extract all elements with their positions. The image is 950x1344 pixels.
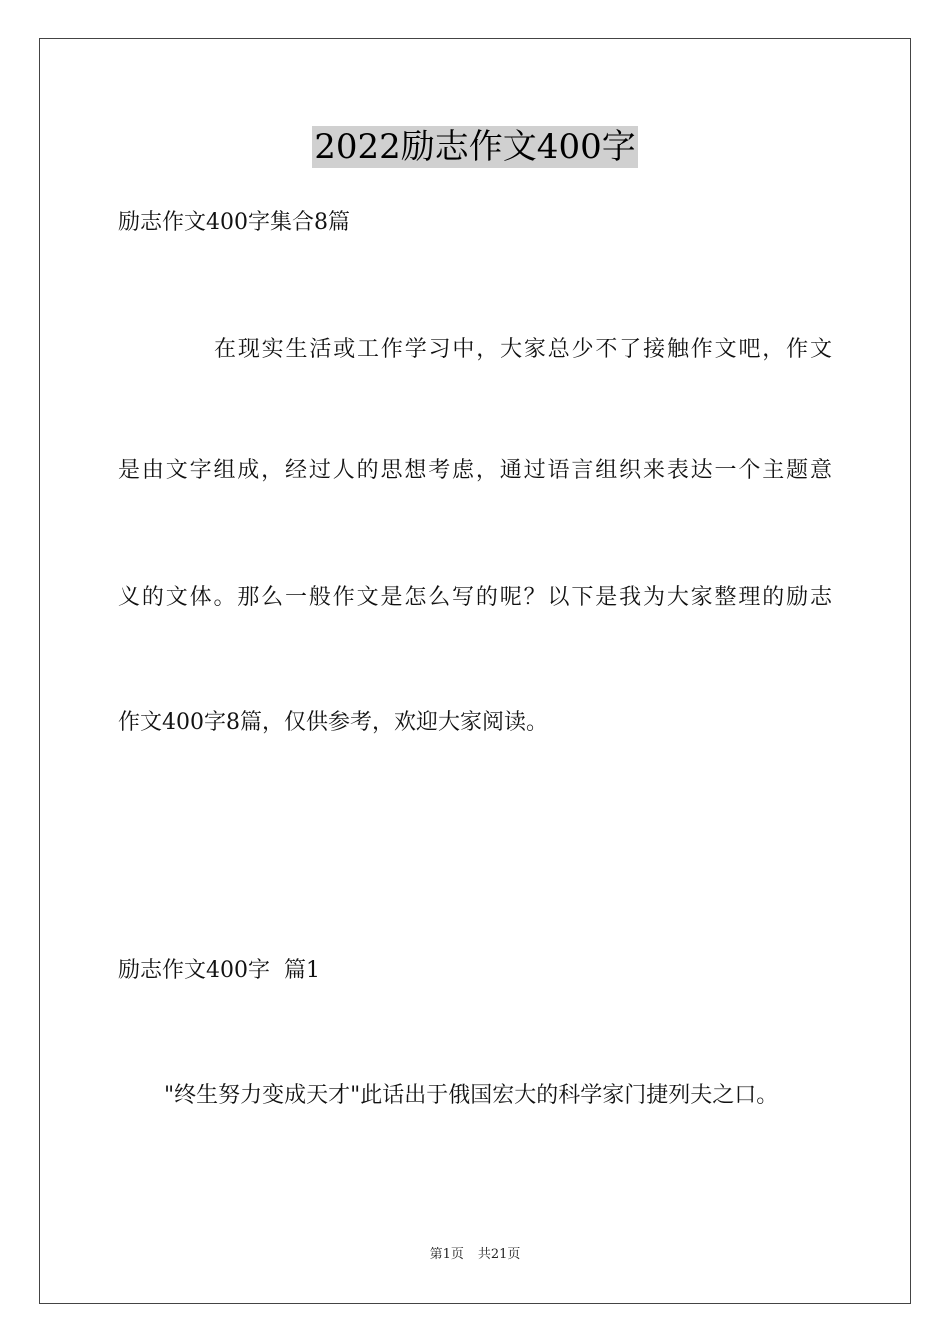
quote-paragraph: "终生努力变成天才"此话出于俄国宏大的科学家门捷列夫之口。 bbox=[164, 1083, 779, 1108]
page-number: 第1页 bbox=[429, 1247, 464, 1262]
intro-line-1: 在现实生活或工作学习中，大家总少不了接触作文吧，作文 bbox=[214, 337, 832, 362]
section-heading: 励志作文400字 篇1 bbox=[118, 958, 320, 983]
page-footer bbox=[0, 1246, 950, 1264]
intro-line-3: 义的文体。那么一般作文是怎么写的呢？以下是我为大家整理的励志 bbox=[118, 585, 832, 610]
page-total: 共21页 bbox=[477, 1247, 521, 1262]
title-container bbox=[0, 126, 950, 168]
document-subtitle: 励志作文400字集合8篇 bbox=[118, 210, 350, 235]
intro-line-2: 是由文字组成，经过人的思想考虑，通过语言组织来表达一个主题意 bbox=[118, 458, 832, 483]
intro-line-4: 作文400字8篇，仅供参考，欢迎大家阅读。 bbox=[118, 710, 548, 735]
document-title: 2022励志作文400字 bbox=[314, 127, 636, 167]
